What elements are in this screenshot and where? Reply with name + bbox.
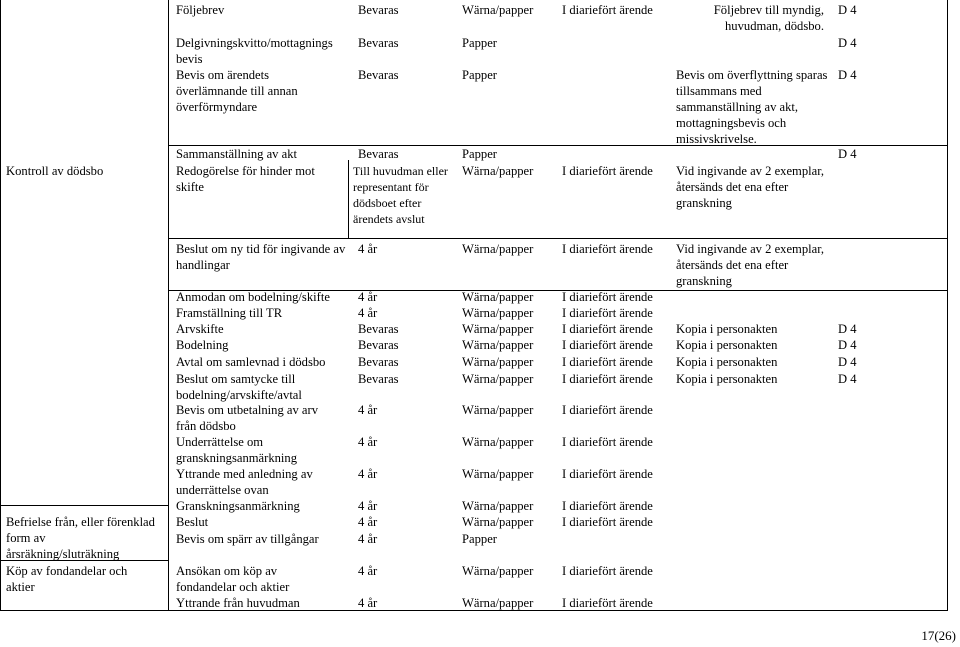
gallring-cell: 4 år bbox=[358, 242, 378, 256]
form-cell: Wärna/papper bbox=[462, 355, 534, 369]
forvaring-cell: I diariefört ärende bbox=[562, 306, 653, 320]
handling-cell: Anmodan om bodelning/skifte bbox=[176, 290, 330, 304]
form-cell: Wärna/papper bbox=[462, 3, 534, 17]
forvaring-cell: I diariefört ärende bbox=[562, 3, 653, 17]
gallring-cell: 4 år bbox=[358, 596, 378, 610]
handling-cell: Yttrande med anledning av underrättelse ovan bbox=[176, 467, 313, 497]
gallring-cell: 4 år bbox=[358, 467, 378, 481]
anmarkning-cell: Vid ingivande av 2 exemplar, återsänds det ena efter granskning bbox=[676, 242, 825, 288]
mottagare-cell: Till huvudman eller representant för dödsboet efter ärendets avslut bbox=[353, 164, 448, 226]
handling-cell: Beslut om samtycke till bodelning/arvskifte/avtal bbox=[176, 372, 302, 402]
form-cell: Wärna/papper bbox=[462, 403, 534, 417]
kod-cell: D 4 bbox=[838, 68, 857, 82]
handling-cell: Bevis om utbetalning av arv från dödsbo bbox=[176, 403, 318, 433]
gallring-cell: 4 år bbox=[358, 515, 378, 529]
gallring-cell: 4 år bbox=[358, 435, 378, 449]
form-cell: Wärna/papper bbox=[462, 338, 534, 352]
forvaring-cell: I diariefört ärende bbox=[562, 242, 653, 256]
form-cell: Wärna/papper bbox=[462, 596, 534, 610]
gallring-cell: 4 år bbox=[358, 403, 378, 417]
handling-cell: Avtal om samlevnad i dödsbo bbox=[176, 355, 326, 369]
handling-cell: Granskningsanmärkning bbox=[176, 499, 300, 513]
forvaring-cell: I diariefört ärende bbox=[562, 499, 653, 513]
form-cell: Wärna/papper bbox=[462, 435, 534, 449]
anmarkning-cell: Kopia i personakten bbox=[676, 372, 778, 386]
forvaring-cell: I diariefört ärende bbox=[562, 564, 653, 578]
gallring-cell: Bevaras bbox=[358, 68, 399, 82]
form-cell: Wärna/papper bbox=[462, 242, 534, 256]
gallring-cell: Bevaras bbox=[358, 147, 399, 161]
gallring-cell: Bevaras bbox=[358, 322, 399, 336]
form-cell: Wärna/papper bbox=[462, 467, 534, 481]
forvaring-cell: I diariefört ärende bbox=[562, 355, 653, 369]
form-cell: Wärna/papper bbox=[462, 499, 534, 513]
gallring-cell: 4 år bbox=[358, 532, 378, 546]
anmarkning-cell: Följebrev till myndig, huvudman, dödsbo. bbox=[713, 3, 824, 33]
kod-cell: D 4 bbox=[838, 372, 857, 386]
form-cell: Papper bbox=[462, 532, 497, 546]
handling-cell: Redogörelse för hinder mot skifte bbox=[176, 164, 315, 194]
handling-cell: Ansökan om köp av fondandelar och aktier bbox=[176, 564, 290, 594]
kod-cell: D 4 bbox=[838, 355, 857, 369]
forvaring-cell: I diariefört ärende bbox=[562, 515, 653, 529]
page-number: 17(26) bbox=[921, 628, 956, 643]
handling-cell: Underrättelse om granskningsanmärkning bbox=[176, 435, 298, 465]
form-cell: Wärna/papper bbox=[462, 306, 534, 320]
anmarkning-cell: Kopia i personakten bbox=[676, 355, 778, 369]
gallring-cell: 4 år bbox=[358, 564, 378, 578]
forvaring-cell: I diariefört ärende bbox=[562, 164, 653, 178]
handling-cell: Arvskifte bbox=[176, 322, 224, 336]
handling-cell: Delgivningskvitto/mottagnings bevis bbox=[176, 36, 333, 66]
form-cell: Wärna/papper bbox=[462, 372, 534, 386]
form-cell: Papper bbox=[462, 36, 497, 50]
gallring-cell: Bevaras bbox=[358, 355, 399, 369]
form-cell: Wärna/papper bbox=[462, 322, 534, 336]
gallring-cell: 4 år bbox=[358, 499, 378, 513]
gallring-cell: Bevaras bbox=[358, 372, 399, 386]
form-cell: Wärna/papper bbox=[462, 515, 534, 529]
kod-cell: D 4 bbox=[838, 36, 857, 50]
group-label: Köp av fondandelar och aktier bbox=[6, 564, 128, 594]
handling-cell: Framställning till TR bbox=[176, 306, 283, 320]
form-cell: Wärna/papper bbox=[462, 290, 534, 304]
form-cell: Papper bbox=[462, 147, 497, 161]
form-cell: Wärna/papper bbox=[462, 564, 534, 578]
kod-cell: D 4 bbox=[838, 147, 857, 161]
form-cell: Papper bbox=[462, 68, 497, 82]
handling-cell: Beslut om ny tid för ingivande av handlingar bbox=[176, 242, 346, 272]
gallring-cell: Bevaras bbox=[358, 36, 399, 50]
forvaring-cell: I diariefört ärende bbox=[562, 372, 653, 386]
anmarkning-cell: Vid ingivande av 2 exemplar, återsänds det ena efter granskning bbox=[676, 164, 825, 210]
kod-cell: D 4 bbox=[838, 338, 857, 352]
handling-cell: Sammanställning av akt bbox=[176, 147, 298, 161]
gallring-cell: Bevaras bbox=[358, 3, 399, 17]
anmarkning-cell: Kopia i personakten bbox=[676, 338, 778, 352]
forvaring-cell: I diariefört ärende bbox=[562, 322, 653, 336]
forvaring-cell: I diariefört ärende bbox=[562, 338, 653, 352]
gallring-cell: Bevaras bbox=[358, 338, 399, 352]
gallring-cell: 4 år bbox=[358, 306, 378, 320]
forvaring-cell: I diariefört ärende bbox=[562, 467, 653, 481]
handling-cell: Följebrev bbox=[176, 3, 225, 17]
kod-cell: D 4 bbox=[838, 3, 857, 17]
anmarkning-cell: Bevis om överflyttning sparas tillsammans med sammanställning av akt, mottagningsbevis och missivskrivelse. bbox=[676, 68, 828, 146]
handling-cell: Beslut bbox=[176, 515, 209, 529]
handling-cell: Bodelning bbox=[176, 338, 229, 352]
gallring-cell: 4 år bbox=[358, 290, 378, 304]
group-label: Kontroll av dödsbo bbox=[6, 164, 104, 178]
form-cell: Wärna/papper bbox=[462, 164, 534, 178]
forvaring-cell: I diariefört ärende bbox=[562, 435, 653, 449]
forvaring-cell: I diariefört ärende bbox=[562, 596, 653, 610]
handling-cell: Yttrande från huvudman bbox=[176, 596, 300, 610]
forvaring-cell: I diariefört ärende bbox=[562, 290, 653, 304]
handling-cell: Bevis om spärr av tillgångar bbox=[176, 532, 319, 546]
forvaring-cell: I diariefört ärende bbox=[562, 403, 653, 417]
kod-cell: D 4 bbox=[838, 322, 857, 336]
anmarkning-cell: Kopia i personakten bbox=[676, 322, 778, 336]
group-label: Befrielse från, eller förenklad form av årsräkning/sluträkning bbox=[6, 515, 155, 561]
handling-cell: Bevis om ärendets överlämnande till annan överförmyndare bbox=[176, 68, 298, 114]
